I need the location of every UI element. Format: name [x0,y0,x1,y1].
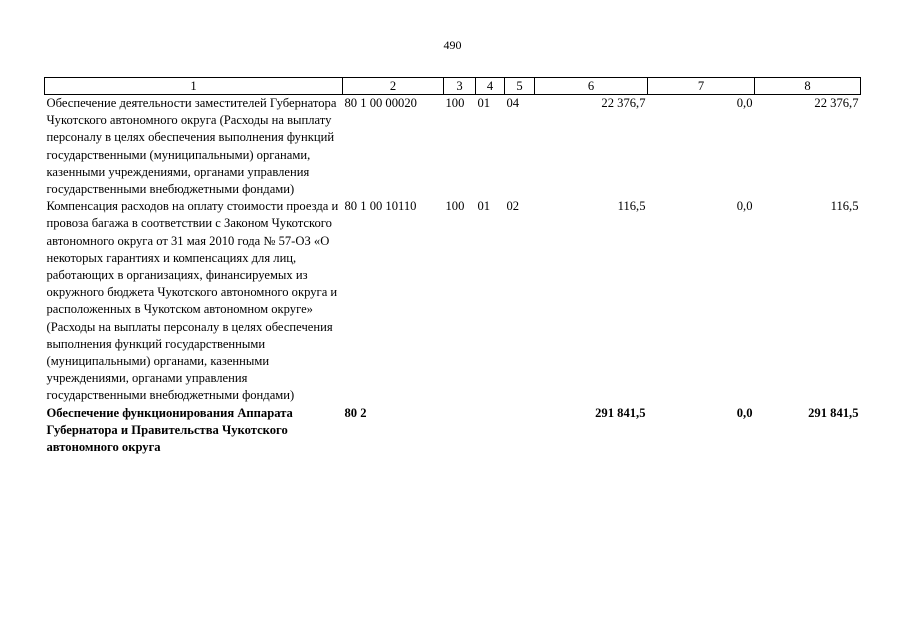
row-pr [505,405,535,457]
header-col-1: 1 [45,78,343,95]
row-rz [476,405,505,457]
row-col6: 22 376,7 [601,96,646,110]
header-row [45,78,861,95]
row-col7: 0,0 [736,96,753,110]
header-col-4: 4 [476,78,505,95]
header-col-5: 5 [505,78,535,95]
row-rz: 01 [477,199,491,214]
table-row [45,198,861,404]
row-vr [444,405,476,457]
row-name: Обеспечение деятельности заместителей Губернатора Чукотского автономного округа (Расходы на выплату персоналу в целях обеспечения выполнения функций государственными (муниципальными) органами, казенными учреждениями, органами управления государственными внебюджетными фондами) [46,96,337,197]
table-row [45,405,861,457]
row-pr: 02 [506,199,520,214]
header-col-7: 7 [648,78,755,95]
row-code: 80 1 00 10110 [344,199,417,214]
row-vr: 100 [445,96,465,110]
row-col6: 291 841,5 [595,405,646,420]
row-col8: 116,5 [830,199,859,214]
row-code: 80 2 [344,405,367,420]
row-code: 80 1 00 00020 [344,96,417,110]
row-rz: 01 [477,96,491,110]
header-col-8: 8 [755,78,861,95]
header-col-6: 6 [535,78,648,95]
budget-table [44,77,861,456]
row-col7: 0,0 [736,405,753,420]
row-col8: 291 841,5 [808,405,859,420]
row-col8: 22 376,7 [814,96,859,110]
page-number: 490 [443,38,462,52]
row-col7: 0,0 [736,199,753,214]
row-pr: 04 [506,96,520,110]
row-name: Компенсация расходов на оплату стоимости проезда и провоза багажа в соответствии с Законом Чукотского автономного округа от 31 мая 2010 года № 57-ОЗ «О некоторых гарантиях и компенсациях для лиц, работающих в организациях, финансируемых из окружного бюджета Чукотского автономного округа и расположенных в Чукотском автономном округе» (Расходы на выплаты персоналу в целях обеспечения выполнения функций государственными (муниципальными) органами, казенными учреждениями, органами управления государственными внебюджетными фондами) [46,199,339,403]
row-name: Обеспечение функционирования Аппарата Губернатора и Правительства Чукотского автономного округа [46,405,293,455]
row-col6: 116,5 [617,199,646,214]
table-row [45,95,861,199]
header-col-3: 3 [444,78,476,95]
row-vr: 100 [445,199,465,214]
header-col-2: 2 [343,78,444,95]
